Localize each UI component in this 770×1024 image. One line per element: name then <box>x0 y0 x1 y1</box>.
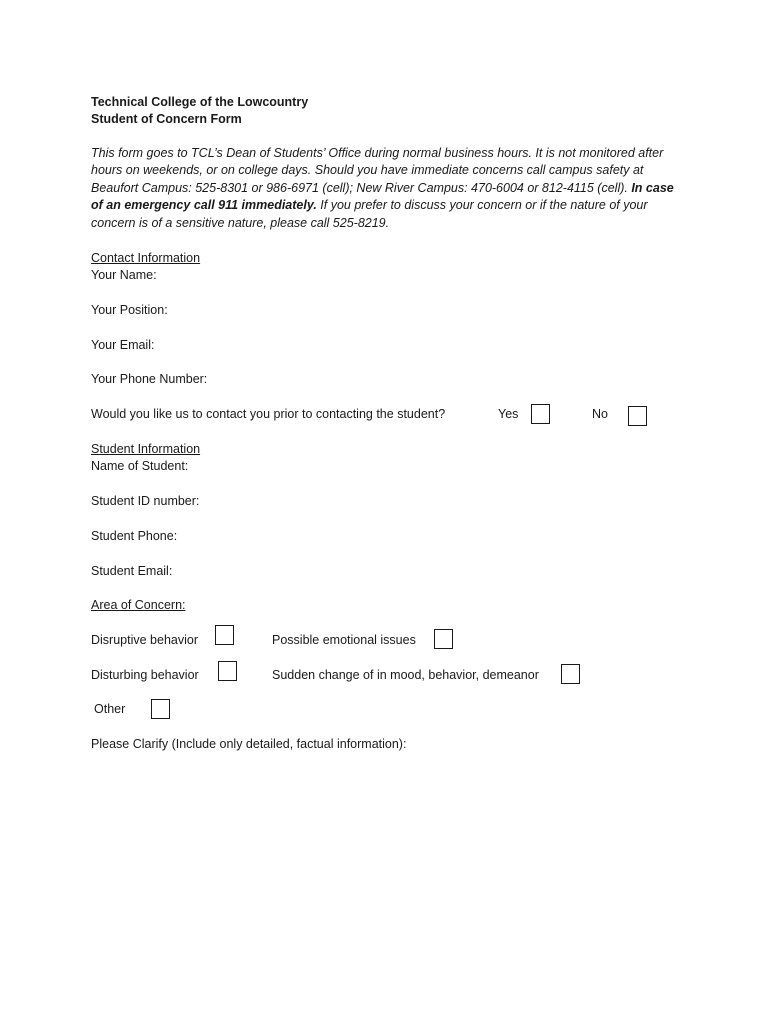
disruptive-behavior-checkbox[interactable] <box>215 625 234 645</box>
sudden-change-checkbox[interactable] <box>561 664 580 684</box>
emergency-notice-start: In case <box>631 180 674 195</box>
student-id-label: Student ID number: <box>91 494 200 508</box>
disruptive-behavior-label: Disruptive behavior <box>91 633 198 647</box>
college-name: Technical College of the Lowcountry <box>91 95 309 109</box>
student-name-label: Name of Student: <box>91 459 189 473</box>
contact-prior-question: Would you like us to contact you prior to contacting the student? <box>91 407 446 421</box>
intro-line-3-text: Beaufort Campus: 525-8301 or 986-6971 (cell); New River Campus: 470-6004 or 812-4115 (cell). <box>91 180 632 195</box>
area-of-concern-heading: Area of Concern: <box>91 598 186 612</box>
student-info-heading: Student Information <box>91 442 201 456</box>
intro-line-1: This form goes to TCL’s Dean of Students’ Office during normal business hours. It is not monitored after <box>91 146 664 160</box>
intro-line-5: concern is of a sensitive nature, please call 525-8219. <box>91 215 390 230</box>
no-checkbox[interactable] <box>628 406 647 426</box>
please-clarify-label: Please Clarify (Include only detailed, factual information): <box>91 737 407 751</box>
contact-info-heading: Contact Information <box>91 251 201 265</box>
other-label: Other <box>94 702 126 716</box>
your-position-label: Your Position: <box>91 303 168 317</box>
intro-line-4-text: If you prefer to discuss your concern or if the nature of your <box>316 198 648 213</box>
emotional-issues-checkbox[interactable] <box>434 629 453 649</box>
your-phone-label: Your Phone Number: <box>91 372 208 386</box>
your-email-label: Your Email: <box>91 338 155 352</box>
student-phone-label: Student Phone: <box>91 529 178 543</box>
yes-label: Yes <box>498 407 519 421</box>
disturbing-behavior-checkbox[interactable] <box>218 661 237 681</box>
your-name-label: Your Name: <box>91 268 157 282</box>
intro-line-2: hours on weekends, or on college days. Should you have immediate concerns call campus safety at <box>91 163 644 178</box>
other-checkbox[interactable] <box>151 699 170 719</box>
emotional-issues-label: Possible emotional issues <box>272 633 416 647</box>
student-email-label: Student Email: <box>91 564 173 578</box>
yes-checkbox[interactable] <box>531 404 550 424</box>
intro-line-4 <box>91 197 681 214</box>
disturbing-behavior-label: Disturbing behavior <box>91 668 199 682</box>
no-label: No <box>592 407 608 421</box>
sudden-change-label: Sudden change of in mood, behavior, demeanor <box>272 668 539 682</box>
intro-line-3 <box>91 180 681 197</box>
form-title: Student of Concern Form <box>91 112 242 126</box>
emergency-notice-end: of an emergency call 911 immediately. <box>91 198 317 213</box>
intro-paragraph <box>91 145 681 232</box>
